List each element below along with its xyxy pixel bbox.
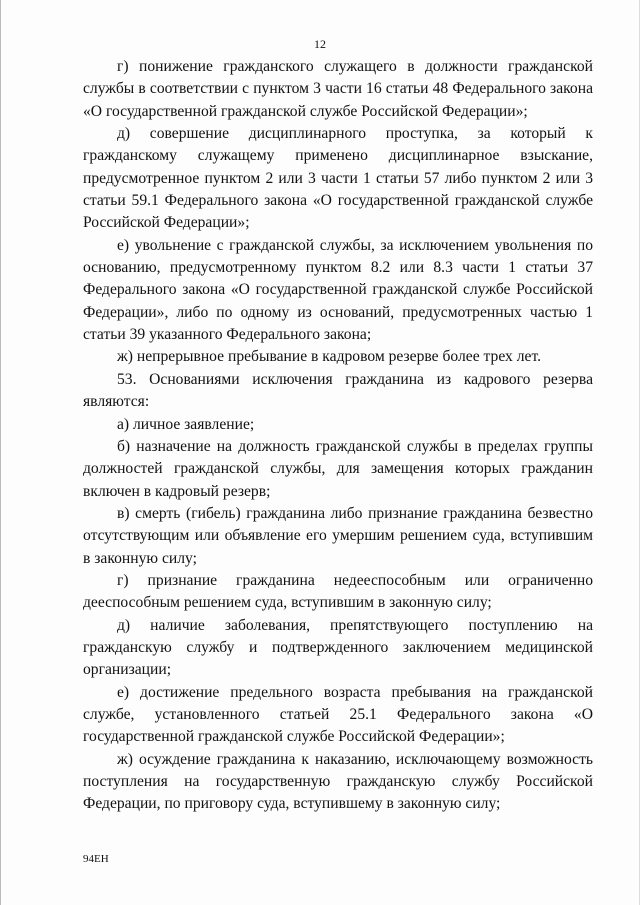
paragraph-a-personal-statement: а) личное заявление; xyxy=(117,415,255,433)
paragraph-53-heading: 53. Основаниями исключения гражданина из кадрового резерва являются: xyxy=(83,370,593,411)
document-body xyxy=(83,56,593,816)
paragraph-zh-three-years: ж) непрерывное пребывание в кадровом резерве более трех лет. xyxy=(117,348,541,366)
paragraph-e-dismissal: е) увольнение с гражданской службы, за исключением увольнения по основанию, предусмотренному пунктом 8.2 или 8.3 части 1 статьи 37 Федерального закона «О государственной гражданской службе Российской Федерации», либо по одному из оснований, предусмотренных частью 1 статьи 39 указанного Федерального закона; xyxy=(83,236,593,344)
footer-code: 94ЕН xyxy=(83,853,109,865)
paragraph-b-appointment: б) назначение на должность гражданской службы в пределах группы должностей гражданской службы, для замещения которых гражданин включен в кадровый резерв; xyxy=(83,437,593,500)
paragraph-d-illness: д) наличие заболевания, препятствующего поступлению на гражданскую службу и подтвержденного заключением медицинской организации; xyxy=(83,616,593,679)
page-number: 12 xyxy=(314,37,326,51)
paragraph-e-age-limit: е) достижение предельного возраста пребывания на гражданской службе, установленного статьей 25.1 Федерального закона «О государственной гражданской службе Российской Федерации»; xyxy=(83,683,593,746)
paragraph-g-incapacity: г) признание гражданина недееспособным или ограниченно дееспособным решением суда, вступившим в законную силу; xyxy=(83,571,593,612)
paragraph-zh-conviction: ж) осуждение гражданина к наказанию, исключающему возможность поступления на государственную гражданскую службу Российской Федерации, по приговору суда, вступившему в законную силу; xyxy=(83,750,593,813)
paragraph-v-death: в) смерть (гибель) гражданина либо признание гражданина безвестно отсутствующим или объявление его умершим решением суда, вступившим в законную силу; xyxy=(83,504,593,567)
paragraph-g-demotion: г) понижение гражданского служащего в должности гражданской службы в соответствии с пунктом 3 части 16 статьи 48 Федерального закона «О государственной гражданской службе Российской Федерации»; xyxy=(83,58,593,120)
paragraph-d-disciplinary: д) совершение дисциплинарного проступка, за который к гражданскому служащему применено дисциплинарное взыскание, предусмотренное пунктом 2 или 3 части 1 статьи 57 либо пунктом 2 или 3 статьи 59.1 Федерального закона «О государственной гражданской службе Российской Федерации»; xyxy=(83,125,593,232)
